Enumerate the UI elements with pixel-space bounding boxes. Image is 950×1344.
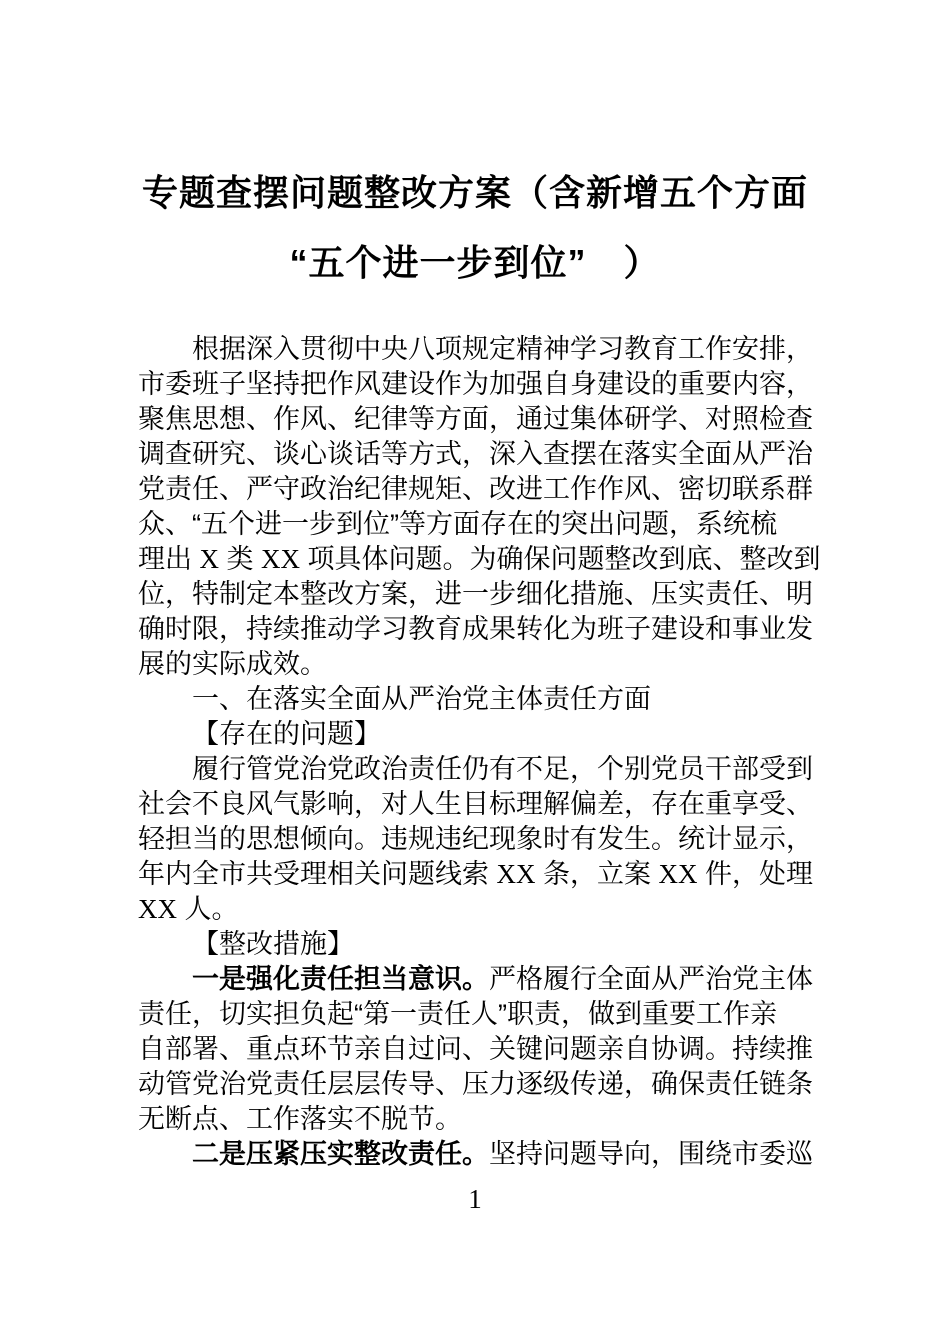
text-line: 二是压紧压实整改责任。坚持问题导向，围绕市委巡 <box>192 1139 813 1169</box>
text-line: XX 人。 <box>138 894 239 924</box>
text-line: 一、在落实全面从严治党主体责任方面 <box>192 684 651 714</box>
text-line: 【整改措施】 <box>192 929 354 959</box>
text-line: 展的实际成效。 <box>138 649 327 679</box>
page-number: 1 <box>468 1184 482 1214</box>
title-line-1: 专题查摆问题整改方案（含新增五个方面 <box>141 172 808 213</box>
text-line: 理出 X 类 XX 项具体问题。为确保问题整改到底、整改到 <box>138 544 821 574</box>
text-line: 确时限，持续推动学习教育成果转化为班子建设和事业发 <box>138 614 813 644</box>
text-line: 【存在的问题】 <box>192 719 381 749</box>
text-line: 社会不良风气影响，对人生目标理解偏差，存在重享受、 <box>138 789 813 819</box>
text-line: 轻担当的思想倾向。违规违纪现象时有发生。统计显示， <box>138 824 813 854</box>
text-line: 根据深入贯彻中央八项规定精神学习教育工作安排， <box>192 334 813 364</box>
text-line: 自部署、重点环节亲自过问、关键问题亲自协调。持续推 <box>138 1034 813 1064</box>
text-line: 履行管党治党政治责任仍有不足，个别党员干部受到 <box>192 754 813 784</box>
text-line: 众、“五个进一步到位”等方面存在的突出问题，系统梳 <box>138 509 777 539</box>
text-line: 一是强化责任担当意识。严格履行全面从严治党主体 <box>192 964 813 994</box>
text-line: 党责任、严守政治纪律规矩、改进工作作风、密切联系群 <box>138 474 813 504</box>
text-line: 责任，切实担负起“第一责任人”职责，做到重要工作亲 <box>138 999 777 1029</box>
text-line: 聚焦思想、作风、纪律等方面，通过集体研学、对照检查 <box>138 404 813 434</box>
body-text <box>138 332 822 1172</box>
document-title <box>0 158 950 298</box>
title-line-2: “五个进一步到位” ） <box>289 242 661 283</box>
text-line: 年内全市共受理相关问题线索 XX 条，立案 XX 件，处理 <box>138 859 814 889</box>
text-line: 位，特制定本整改方案，进一步细化措施、压实责任、明 <box>138 579 813 609</box>
text-line: 无断点、工作落实不脱节。 <box>138 1104 462 1134</box>
text-line: 市委班子坚持把作风建设作为加强自身建设的重要内容， <box>138 369 813 399</box>
text-line: 动管党治党责任层层传导、压力逐级传递，确保责任链条 <box>138 1069 813 1099</box>
text-line: 调查研究、谈心谈话等方式，深入查摆在落实全面从严治 <box>138 439 813 469</box>
